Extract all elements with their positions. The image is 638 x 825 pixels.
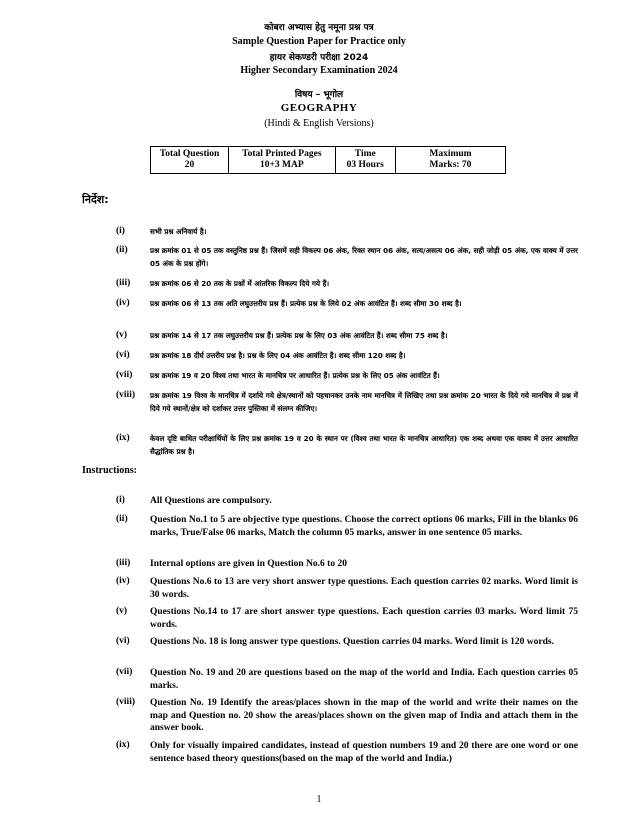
item-text: Only for visually impaired candidates, instead of question numbers 19 and 20 there are one word or one sentence based theory questions(based on the map of the world and India.) xyxy=(150,741,578,764)
time-value: 03 Hours xyxy=(346,160,384,170)
item-number: (vii) xyxy=(116,370,133,380)
item-text: All Questions are compulsory. xyxy=(150,496,272,506)
item-text: Questions No. 18 is long answer type questions. Question carries 04 marks. Word limit is 120 words. xyxy=(150,637,554,647)
item-number: (viii) xyxy=(116,390,135,400)
subject-hindi: विषय – भूगोल xyxy=(294,90,344,100)
total-question-value: 20 xyxy=(184,160,195,170)
item-text: प्रश्न क्रमांक 01 से 05 तक वस्तुनिष्ठ प्रश्न हैं। जिसमें सही विकल्प 06 अंक, रिक्त स्थान 06 अंक, सत्य/असत्य 06 अंक, सही जोड़ी 05 अंक, एक वाक्य में उत्तर 05 अंक के प्रश्न होंगे। xyxy=(150,246,578,268)
item-text: सभी प्रश्न अनिवार्य है। xyxy=(150,227,207,236)
total-pages-cell xyxy=(229,147,336,174)
item-number: (iv) xyxy=(116,576,130,586)
item-text: प्रश्न क्रमांक 06 से 20 तक के प्रश्नों में आंतरिक विकल्प दिये गये हैं। xyxy=(150,279,330,288)
english-title: Sample Question Paper for Practice only xyxy=(232,36,406,47)
item-number: (iv) xyxy=(116,298,130,308)
item-text: Questions No.6 to 13 are very short answer type questions. Each question carries 02 marks. Word limit is 30 words. xyxy=(150,577,578,600)
item-text: प्रश्न क्रमांक 19 व 20 विश्व तथा भारत के मानचित्र पर आधारित हैं। प्रत्येक प्रश्न के लिए 05 अंक आवंटित हैं। xyxy=(150,371,440,380)
item-number: (vi) xyxy=(116,636,130,646)
english-exam-title: Higher Secondary Examination 2024 xyxy=(240,65,398,76)
maximum-marks-label: Maximum xyxy=(429,149,472,159)
item-text: Question No. 19 and 20 are questions based on the map of the world and India. Each question carries 05 marks. xyxy=(150,668,578,691)
item-number: (iii) xyxy=(116,278,131,288)
item-number: (ii) xyxy=(116,245,128,255)
total-question-label: Total Question xyxy=(159,149,220,159)
page-number: 1 xyxy=(316,794,322,805)
item-number: (vii) xyxy=(116,667,133,677)
item-number: (vi) xyxy=(116,350,130,360)
item-number: (viii) xyxy=(116,697,135,707)
total-pages-value: 10+3 MAP xyxy=(260,160,304,170)
item-number: (iii) xyxy=(116,558,131,568)
total-pages-label: Total Printed Pages xyxy=(242,149,322,159)
item-text: प्रश्न क्रमांक 18 दीर्घ उत्तरीय प्रश्न है। प्रश्न के लिए 04 अंक आवंटित है। शब्द सीमा 120 शब्द है। xyxy=(150,351,406,360)
item-number: (i) xyxy=(116,226,125,236)
item-text: Question No. 19 Identify the areas/places shown in the map of the world and write their names on the map and Question no. 20 show the areas/places shown on the given map of India and attach them in the answer book. xyxy=(150,698,578,733)
time-label: Time xyxy=(354,149,376,159)
item-number: (i) xyxy=(116,495,125,505)
item-text: Question No.1 to 5 are objective type questions. Choose the correct options 06 marks, Fill in the blanks 06 marks, True/False 06 marks, Match the column 05 marks, answer in one sentence 05 marks. xyxy=(150,515,578,538)
exam-info-table xyxy=(150,146,506,174)
maximum-marks-value: Marks: 70 xyxy=(429,160,472,170)
time-cell xyxy=(335,147,395,174)
hindi-exam-title: हायर सेकण्डरी परीक्षा 2024 xyxy=(269,53,369,63)
item-text: प्रश्न क्रमांक 06 से 13 तक अति लघुउत्तरीय प्रश्न हैं। प्रत्येक प्रश्न के लिये 02 अंक आवंटित हैं। शब्द सीमा 30 शब्द है। xyxy=(150,299,462,308)
item-number: (ii) xyxy=(116,514,128,524)
item-text: केवल दृष्टि बाधित परीक्षार्थियों के लिए प्रश्न क्रमांक 19 व 20 के स्थान पर (विश्व तथा भारत के मानचित्र आधारित) एक शब्द अथवा एक वाक्य में उत्तर आधारित सैद्धांतिक प्रश्न है। xyxy=(150,434,578,456)
hindi-instructions-heading: निर्देश: xyxy=(82,193,109,206)
hindi-title: कोबरा अभ्यास हेतु नमूना प्रश्न पत्र xyxy=(264,23,374,33)
item-number: (v) xyxy=(116,330,128,340)
versions-note: (Hindi & English Versions) xyxy=(264,118,374,129)
item-text: Internal options are given in Question No.6 to 20 xyxy=(150,559,347,569)
item-text: Questions No.14 to 17 are short answer type questions. Each question carries 03 marks. Word limit 75 words. xyxy=(150,607,578,630)
subject-english: GEOGRAPHY xyxy=(280,102,358,114)
item-text: प्रश्न क्रमांक 19 विश्व के मानचित्र में दर्शाये गये क्षेत्र/स्थानों को पहचानकर उनके नाम मानचित्र में लिखिए तथा प्रश्न क्रमांक 20 भारत के दिये गये मानचित्र में प्रश्न में दिये गये स्थानों/क्षेत्र को दर्शाकर उत्तर पुस्तिका में संलग्न कीजिए। xyxy=(150,391,578,413)
maximum-marks-cell xyxy=(395,147,505,174)
item-number: (ix) xyxy=(116,433,130,443)
item-text: प्रश्न क्रमांक 14 से 17 तक लघुउत्तरीय प्रश्न हैं। प्रत्येक प्रश्न के लिए 03 अंक आवंटित हैं। शब्द सीमा 75 शब्द है। xyxy=(150,331,448,340)
item-number: (ix) xyxy=(116,740,130,750)
total-question-cell xyxy=(151,147,229,174)
item-number: (v) xyxy=(116,606,128,616)
english-instructions-heading: Instructions: xyxy=(82,465,138,476)
